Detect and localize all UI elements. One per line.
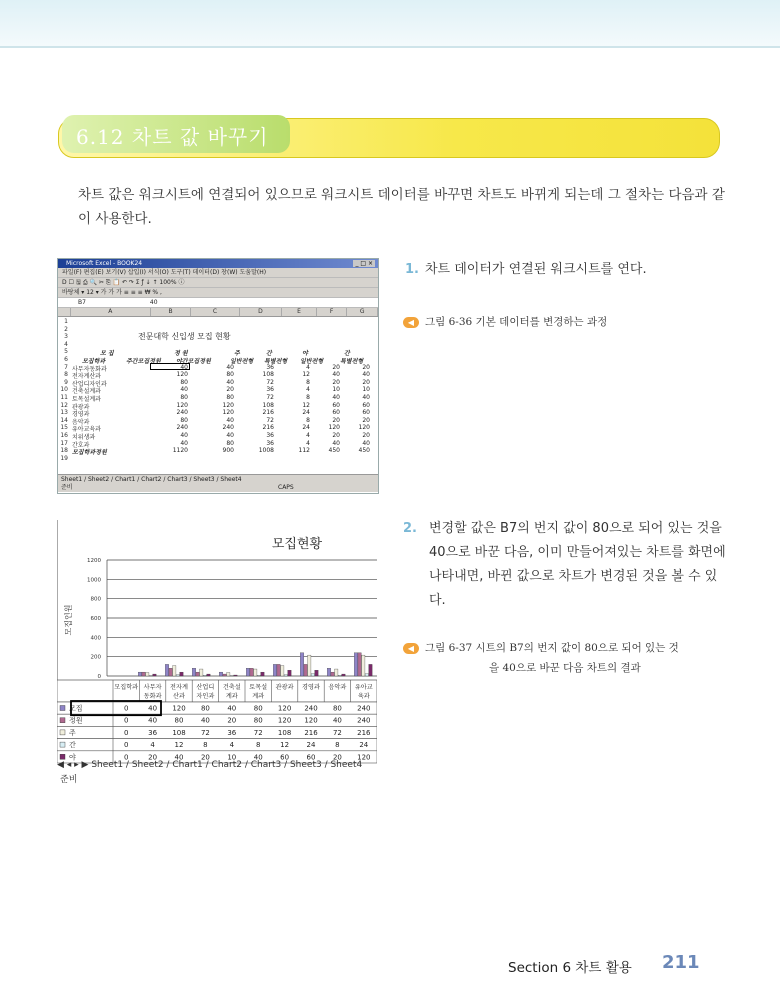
value-cell-d[interactable]: 1008 (258, 447, 274, 455)
dept-name-cell[interactable]: 치위생과 (72, 434, 96, 441)
header-row-5-cell[interactable]: 야 (302, 350, 308, 358)
value-cell-d[interactable]: 72 (266, 394, 274, 401)
excel-toolbar[interactable]: D ☐ 🖫 ⎙ 🔍 ✂ ⎘ 📋 ↶ ↷ Σ ƒ ↓ ↑ 100% ⓘ (58, 278, 378, 288)
value-cell-f[interactable]: 20 (332, 432, 340, 439)
header-row-6-cell[interactable]: 특별전형 (264, 358, 288, 365)
col-header-a[interactable]: A (71, 308, 151, 316)
bar-2 (142, 672, 145, 676)
x-category-label-line2: 계과 (252, 693, 265, 700)
value-cell-b[interactable]: 80 (180, 378, 188, 386)
row-number[interactable]: 10 (60, 386, 68, 394)
table-value: 80 (174, 716, 184, 725)
bar-5 (315, 670, 318, 676)
row-number[interactable]: 4 (64, 340, 68, 348)
bar-5 (180, 672, 183, 676)
row-number[interactable]: 16 (60, 432, 68, 439)
bar-1 (246, 668, 249, 676)
bar-5 (369, 664, 372, 676)
header-row-5-cell[interactable]: 모 집 (100, 350, 114, 358)
col-header-c[interactable]: C (191, 308, 239, 316)
x-category-label: 경영과 (302, 684, 320, 691)
bar-2 (304, 664, 307, 676)
bar-4 (338, 675, 341, 676)
excel-format-bar[interactable]: 바탕체 ▾ 12 ▾ 가 가 가 ≡ ≡ ≡ ₩ % , (58, 288, 378, 298)
bar-1 (273, 664, 276, 676)
value-cell-f[interactable]: 20 (332, 378, 340, 386)
chart-svg (57, 520, 377, 770)
x-category-label: 사무자 (143, 684, 162, 691)
bar-2 (250, 668, 253, 676)
table-value: 0 (123, 704, 129, 713)
row-number[interactable]: 6 (64, 356, 68, 363)
value-cell-c[interactable]: 40 (226, 416, 234, 424)
table-value: 0 (123, 716, 129, 725)
value-cell-e[interactable]: 24 (302, 424, 310, 432)
legend-label: 정원 (69, 716, 83, 725)
table-value: 20 (148, 753, 158, 762)
value-cell-g[interactable]: 20 (362, 378, 370, 386)
bar-3 (173, 666, 176, 676)
value-cell-e[interactable]: 4 (306, 386, 310, 394)
value-cell-c[interactable]: 80 (226, 439, 234, 447)
worksheet-grid[interactable] (58, 317, 378, 462)
value-cell-e[interactable]: 4 (306, 363, 310, 371)
value-cell-d[interactable]: 216 (262, 424, 274, 432)
table-value: 40 (148, 716, 158, 725)
table-value: 20 (200, 753, 210, 762)
bar-3 (281, 666, 284, 676)
bar-5 (207, 674, 210, 676)
bar-2 (196, 672, 199, 676)
value-cell-c[interactable]: 20 (226, 386, 234, 394)
x-category-label: 음악과 (328, 684, 347, 691)
value-cell-f[interactable]: 10 (332, 386, 340, 394)
value-cell-b[interactable]: 240 (176, 424, 188, 432)
dept-name-cell[interactable]: 산업디자인과 (72, 380, 107, 388)
step-1-text: 차트 데이터가 연결된 워크시트를 연다. (424, 262, 647, 277)
step-2 (405, 517, 727, 613)
table-row (57, 739, 377, 751)
value-cell-c[interactable]: 80 (226, 371, 234, 379)
arrow-left-icon: ◀ (403, 317, 419, 328)
sheet-tabs[interactable]: Sheet1 / Sheet2 / Chart1 / Chart2 / Chart3 / Sheet3 / Sheet4 (58, 474, 378, 484)
x-category-label: 모집학과 (114, 684, 139, 691)
bar-2 (331, 672, 334, 676)
table-value: 20 (332, 753, 342, 762)
value-cell-b[interactable]: 120 (176, 371, 188, 379)
value-cell-e[interactable]: 12 (302, 371, 310, 379)
table-value: 120 (304, 716, 318, 725)
bar-5 (288, 670, 291, 676)
y-tick-label: 400 (90, 635, 101, 642)
value-cell-e[interactable]: 12 (302, 401, 310, 409)
status-ready: 준비 (61, 484, 73, 491)
bar-1 (327, 668, 330, 676)
table-value: 80 (253, 716, 263, 725)
table-value: 24 (359, 741, 369, 750)
header-row-5-cell[interactable]: 정 원 (174, 350, 188, 358)
bar-1 (165, 664, 168, 676)
table-value: 72 (332, 728, 342, 737)
table-value: 240 (357, 704, 371, 713)
value-cell-f[interactable]: 60 (332, 401, 340, 409)
table-value: 40 (200, 716, 210, 725)
col-header-e[interactable]: E (282, 308, 317, 316)
section-title: 6.12 차트 값 바꾸기 (76, 125, 269, 149)
table-value: 80 (200, 704, 210, 713)
intro-paragraph: 차트 값은 워크시트에 연결되어 있으므로 워크시트 데이터를 바꾸면 차트도 바뀌게 되는데 그 절차는 다음과 같이 사용한다. (78, 187, 725, 227)
value-cell-g[interactable]: 120 (358, 424, 370, 432)
legend-swatch (60, 706, 65, 711)
value-cell-e[interactable]: 112 (298, 447, 310, 455)
window-buttons[interactable]: _ □ × (355, 260, 373, 267)
bar-4 (284, 675, 287, 676)
dept-name-cell[interactable]: 사무자동화과 (72, 365, 107, 373)
table-value: 40 (174, 753, 184, 762)
value-cell-g[interactable]: 20 (362, 363, 370, 371)
dept-name-cell[interactable]: 유아교육과 (72, 426, 101, 434)
x-category-label: 관광과 (275, 684, 294, 691)
value-cell-g[interactable]: 20 (362, 416, 370, 424)
chart-screenshot (57, 520, 377, 770)
value-cell-f[interactable]: 40 (332, 439, 340, 447)
value-cell-g[interactable]: 20 (362, 432, 370, 439)
table-value: 72 (253, 728, 263, 737)
sheet-title[interactable]: 전문대학 신입생 모집 현황 (138, 332, 231, 342)
column-headers (58, 308, 378, 317)
row-number[interactable]: 9 (64, 378, 68, 386)
legend-label: 야 (69, 753, 76, 762)
dept-name-cell[interactable]: 관광과 (72, 403, 90, 411)
table-value: 24 (306, 741, 316, 750)
bar-4 (203, 675, 206, 676)
tab-nav-arrows[interactable]: ◀ ◂ ▸ ▶ (57, 760, 92, 770)
formula-bar (58, 298, 378, 308)
value-cell-d[interactable]: 108 (262, 371, 274, 379)
x-category-label: 건축설 (222, 684, 241, 691)
row-number[interactable]: 19 (60, 454, 68, 462)
bar-3 (146, 673, 149, 676)
table-value: 60 (280, 753, 290, 762)
legend-label: 주 (69, 728, 76, 737)
value-cell-c[interactable]: 40 (226, 432, 234, 439)
table-value: 20 (227, 716, 237, 725)
value-cell-g[interactable]: 40 (362, 439, 370, 447)
bar-4 (257, 675, 260, 676)
value-cell-g[interactable]: 40 (362, 394, 370, 401)
value-cell-g[interactable]: 40 (362, 371, 370, 379)
table-value: 8 (203, 741, 208, 750)
table-row (57, 702, 377, 714)
row-number[interactable]: 7 (64, 363, 68, 371)
page-number: 211 (662, 952, 700, 973)
table-value: 0 (123, 728, 129, 737)
y-tick-label: 600 (90, 616, 101, 622)
bar-3 (200, 669, 203, 676)
table-value: 4 (229, 741, 235, 750)
x-category-label: 유아교 (354, 684, 373, 691)
excel-title-bar (58, 259, 378, 268)
value-cell-c[interactable]: 40 (226, 378, 234, 386)
header-row-6-cell[interactable]: 모집학과 (82, 358, 106, 365)
table-value: 80 (253, 704, 263, 713)
formula-input[interactable]: 40 (149, 299, 158, 306)
status-caps: CAPS (278, 484, 294, 491)
footer-section: Section 6 차트 활용 (508, 960, 632, 976)
header-row-5-cell[interactable]: 간 (344, 350, 350, 358)
figure-6-36-caption (403, 314, 607, 329)
chart-status-ready: 준비 (60, 775, 78, 785)
table-value: 8 (255, 741, 261, 750)
row-number[interactable]: 2 (64, 325, 68, 333)
value-cell-e[interactable]: 8 (306, 416, 310, 424)
value-cell-b[interactable]: 1120 (172, 447, 188, 455)
value-cell-d[interactable]: 72 (266, 378, 274, 386)
x-category-label-line2: 동화과 (143, 693, 162, 700)
header-row-5-cell[interactable]: 주 (234, 350, 240, 358)
bar-4 (311, 674, 314, 676)
value-cell-g[interactable]: 60 (362, 409, 370, 417)
step-1-number: 1. (405, 262, 419, 277)
x-category-label-line2: 계과 (225, 693, 238, 700)
legend-swatch (60, 754, 65, 759)
table-value: 40 (148, 704, 158, 713)
table-value: 108 (172, 728, 186, 737)
value-cell-d[interactable]: 72 (266, 416, 274, 424)
bar-5 (342, 674, 345, 676)
x-category-label: 산업디 (196, 684, 215, 691)
figure-6-37-line1: 그림 6-37 시트의 B7의 번지 값이 80으로 되어 있는 것 (425, 642, 679, 654)
top-divider (0, 46, 780, 48)
bar-3 (227, 673, 230, 676)
table-value: 60 (306, 753, 316, 762)
y-tick-label: 0 (97, 674, 101, 680)
bar-3 (362, 655, 365, 676)
table-value: 120 (277, 716, 292, 725)
value-cell-c[interactable]: 80 (226, 394, 234, 401)
top-band (0, 0, 780, 46)
table-value: 40 (332, 716, 342, 725)
header-row-5-cell[interactable]: 간 (266, 350, 272, 358)
bar-1 (354, 653, 357, 676)
value-cell-b[interactable]: 40 (180, 432, 188, 439)
bar-3 (335, 669, 338, 676)
x-category-label-line2: 육과 (357, 693, 370, 700)
value-cell-b[interactable]: 40 (180, 363, 188, 371)
legend-swatch (60, 742, 65, 747)
bar-5 (261, 672, 264, 676)
value-cell-e[interactable]: 24 (302, 409, 310, 417)
bar-2 (169, 668, 172, 676)
y-tick-label: 1200 (87, 558, 101, 564)
table-value: 240 (304, 704, 318, 713)
table-value: 72 (200, 728, 210, 737)
value-cell-b[interactable]: 40 (180, 386, 188, 394)
value-cell-d[interactable]: 216 (262, 409, 274, 417)
value-cell-d[interactable]: 36 (266, 363, 274, 371)
value-cell-c[interactable]: 900 (222, 447, 234, 455)
row-number[interactable]: 15 (60, 424, 68, 432)
y-axis-label: 모집인원 (64, 604, 73, 636)
row-number[interactable]: 14 (60, 416, 68, 424)
row-number[interactable]: 11 (60, 394, 68, 401)
col-header-g[interactable]: G (347, 308, 378, 316)
value-cell-c[interactable]: 120 (222, 409, 234, 417)
value-cell-b[interactable]: 120 (176, 401, 188, 409)
value-cell-f[interactable]: 60 (332, 409, 340, 417)
selected-cell-b7[interactable] (150, 363, 190, 371)
value-cell-d[interactable]: 36 (266, 439, 274, 447)
value-cell-e[interactable]: 4 (306, 432, 310, 439)
bar-1 (138, 672, 141, 676)
table-value: 8 (335, 741, 340, 750)
table-value: 36 (227, 728, 237, 737)
value-cell-g[interactable]: 450 (358, 447, 370, 455)
row-number[interactable]: 8 (64, 371, 68, 379)
step-1 (405, 258, 725, 282)
value-cell-f[interactable]: 450 (328, 447, 340, 455)
figure-6-37-line2: 을 40으로 바꾼 다음 차트의 결과 (489, 662, 641, 674)
header-row-6-cell[interactable]: 주간모집정원 (126, 358, 161, 365)
table-value: 36 (148, 728, 158, 737)
x-category-label-line2: 산과 (173, 693, 185, 700)
bar-1 (300, 653, 303, 676)
value-cell-c[interactable]: 120 (222, 401, 234, 409)
row-number[interactable]: 12 (60, 401, 68, 409)
name-box[interactable]: B7 (78, 299, 86, 306)
bar-2 (358, 653, 361, 676)
legend-swatch (60, 730, 65, 735)
value-cell-f[interactable]: 20 (332, 363, 340, 371)
row-number[interactable]: 17 (60, 439, 68, 447)
table-value: 80 (332, 704, 342, 713)
step-2-text: 변경할 값은 B7의 번지 값이 80으로 되어 있는 것을 40으로 바꾼 다음, 이미 만들어져있는 차트를 화면에 나타내면, 바뀐 값으로 차트가 변경된 것을 볼 수 있다. (429, 521, 726, 608)
chart-sheet-tabs[interactable] (57, 760, 362, 770)
value-cell-b[interactable]: 240 (176, 409, 188, 417)
row-number[interactable]: 18 (60, 447, 68, 455)
dept-name-cell[interactable]: 음악과 (72, 418, 90, 426)
value-cell-f[interactable]: 40 (332, 371, 340, 379)
bar-2 (277, 664, 280, 676)
value-cell-c[interactable]: 240 (222, 424, 234, 432)
figure-6-37-caption (403, 638, 723, 678)
value-cell-f[interactable]: 40 (332, 394, 340, 401)
x-category-label: 토목설 (249, 684, 268, 691)
bar-4 (365, 674, 368, 676)
table-value: 240 (357, 716, 371, 725)
table-value: 120 (172, 704, 186, 713)
excel-menu-bar[interactable]: 파일(F) 편집(E) 보기(V) 삽입(I) 서식(O) 도구(T) 데이터(D) 창(W) 도움말(H) (58, 268, 378, 278)
value-cell-e[interactable]: 8 (306, 394, 310, 401)
bar-4 (176, 675, 179, 676)
table-value: 0 (123, 741, 129, 750)
dept-name-cell[interactable]: 간호과 (72, 441, 90, 449)
header-row-6-cell[interactable]: 야간모집정원 (176, 358, 211, 365)
bar-5 (234, 675, 237, 676)
value-cell-d[interactable]: 36 (266, 432, 274, 439)
step-2-number: 2. (403, 521, 417, 536)
figure-6-36-text: 그림 6-36 기본 데이터를 변경하는 과정 (425, 316, 608, 328)
chart-tabs-label[interactable]: Sheet1 / Sheet2 / Chart1 / Chart2 / Chart3 / Sheet3 / Sheet4 (91, 760, 363, 770)
value-cell-d[interactable]: 108 (262, 401, 274, 409)
col-header-f[interactable]: F (317, 308, 348, 316)
header-row-6-cell[interactable]: 특별전형 (340, 358, 364, 365)
table-value: 40 (253, 753, 263, 762)
table-value: 108 (277, 728, 292, 737)
bar-3 (254, 669, 257, 676)
table-value: 40 (227, 704, 237, 713)
value-cell-b[interactable]: 80 (180, 394, 188, 401)
table-value: 12 (174, 741, 184, 750)
row-number[interactable]: 5 (64, 348, 68, 356)
table-value: 10 (227, 753, 237, 762)
col-header-b[interactable]: B (151, 308, 192, 316)
y-tick-label: 800 (90, 596, 101, 603)
col-header-d[interactable]: D (240, 308, 282, 316)
bar-5 (153, 674, 156, 676)
table-row (57, 726, 377, 738)
table-value: 0 (123, 753, 129, 762)
status-bar (58, 484, 378, 492)
table-value: 12 (280, 741, 290, 750)
dept-name-cell[interactable]: 경영과 (72, 411, 90, 419)
dept-name-cell[interactable]: 토목설계과 (72, 396, 101, 403)
row-number[interactable]: 13 (60, 409, 68, 417)
x-category-label-line2: 자인과 (196, 693, 215, 700)
table-value: 216 (357, 728, 371, 737)
table-value: 120 (277, 704, 292, 713)
value-cell-f[interactable]: 120 (328, 424, 340, 432)
value-cell-e[interactable]: 8 (306, 378, 310, 386)
excel-screenshot (57, 258, 379, 494)
legend-label: 모집 (69, 704, 83, 713)
y-tick-label: 1000 (87, 577, 101, 584)
header-row-6-cell[interactable]: 일반전형 (230, 358, 254, 365)
arrow-left-icon: ◀ (403, 643, 419, 654)
x-category-label: 전자계 (170, 684, 188, 691)
bar-1 (192, 668, 195, 676)
value-cell-e[interactable]: 4 (306, 439, 310, 447)
dept-name-cell[interactable]: 모집학과정원 (72, 449, 107, 457)
header-row-6-cell[interactable]: 일반전형 (300, 358, 324, 365)
table-value: 216 (304, 728, 318, 737)
value-cell-f[interactable]: 20 (332, 416, 340, 424)
legend-label: 간 (69, 741, 76, 750)
table-value: 4 (150, 741, 155, 750)
legend-swatch (60, 718, 65, 723)
bar-3 (308, 655, 311, 676)
value-cell-b[interactable]: 80 (180, 416, 188, 424)
chart-title: 모집현황 (271, 537, 323, 552)
row-number[interactable]: 3 (64, 333, 68, 341)
value-cell-d[interactable]: 36 (266, 386, 274, 394)
value-cell-c[interactable]: 40 (226, 363, 234, 371)
bar-1 (219, 672, 222, 676)
table-value: 120 (357, 753, 371, 762)
row-number[interactable]: 1 (64, 318, 68, 325)
dept-name-cell[interactable]: 전자계산과 (72, 373, 101, 381)
y-tick-label: 200 (90, 654, 101, 661)
dept-name-cell[interactable]: 건축설계과 (72, 388, 101, 396)
value-cell-b[interactable]: 40 (180, 439, 188, 447)
value-cell-g[interactable]: 10 (362, 386, 370, 394)
value-cell-g[interactable]: 60 (362, 401, 370, 409)
bar-2 (223, 674, 226, 676)
excel-title: Microsoft Excel - BOOK24 (66, 260, 143, 267)
